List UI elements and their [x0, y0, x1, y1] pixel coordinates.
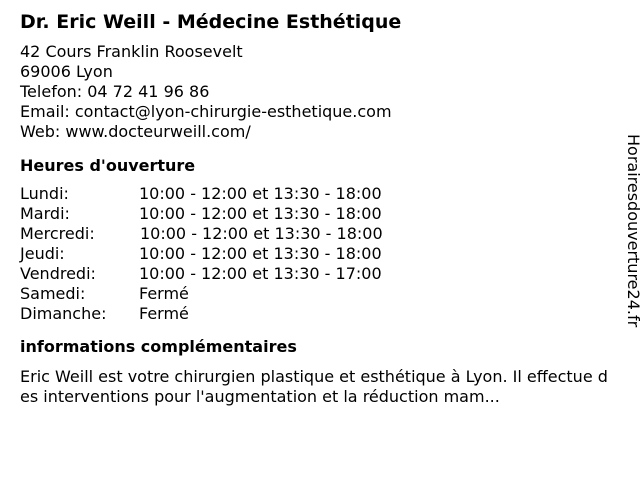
address-street: 42 Cours Franklin Roosevelt — [20, 42, 243, 61]
hours-row-thursday — [20, 244, 610, 264]
hours-row-sunday — [20, 304, 610, 324]
address-city: 69006 Lyon — [20, 62, 113, 81]
day-label: Dimanche: — [20, 304, 107, 323]
web-line: Web: www.docteurweill.com/ — [20, 122, 251, 141]
site-watermark: Horairesdouverture24.fr — [624, 134, 643, 328]
day-hours: 10:00 - 12:00 et 13:30 - 17:00 — [139, 264, 382, 283]
hours-row-friday — [20, 264, 610, 284]
day-hours: 10:00 - 12:00 et 13:30 - 18:00 — [139, 204, 382, 223]
day-label: Vendredi: — [20, 264, 96, 283]
day-hours: 10:00 - 12:00 et 13:30 - 18:00 — [139, 184, 382, 203]
day-hours: 10:00 - 12:00 et 13:30 - 18:00 — [140, 224, 383, 243]
hours-table — [20, 184, 610, 324]
email-line: Email: contact@lyon-chirurgie-esthetique.com — [20, 102, 392, 121]
phone-line: Telefon: 04 72 41 96 86 — [20, 82, 210, 101]
info-description: Eric Weill est votre chirurgien plastique et esthétique à Lyon. Il effectue des interventions pour l'augmentation et la réduction mam... — [20, 367, 608, 406]
hours-row-saturday — [20, 284, 610, 304]
business-card — [20, 10, 610, 407]
day-label: Jeudi: — [20, 244, 65, 263]
hours-row-tuesday — [20, 204, 610, 224]
day-label: Mardi: — [20, 204, 70, 223]
info-heading: informations complémentaires — [20, 337, 297, 356]
day-hours: 10:00 - 12:00 et 13:30 - 18:00 — [139, 244, 382, 263]
day-hours: Fermé — [139, 284, 189, 303]
day-label: Samedi: — [20, 284, 86, 303]
day-hours: Fermé — [139, 304, 189, 323]
day-label: Mercredi: — [20, 224, 95, 243]
day-label: Lundi: — [20, 184, 69, 203]
business-title: Dr. Eric Weill - Médecine Esthétique — [20, 11, 402, 33]
hours-row-monday — [20, 184, 610, 204]
hours-heading: Heures d'ouverture — [20, 156, 196, 175]
hours-row-wednesday — [20, 224, 610, 244]
